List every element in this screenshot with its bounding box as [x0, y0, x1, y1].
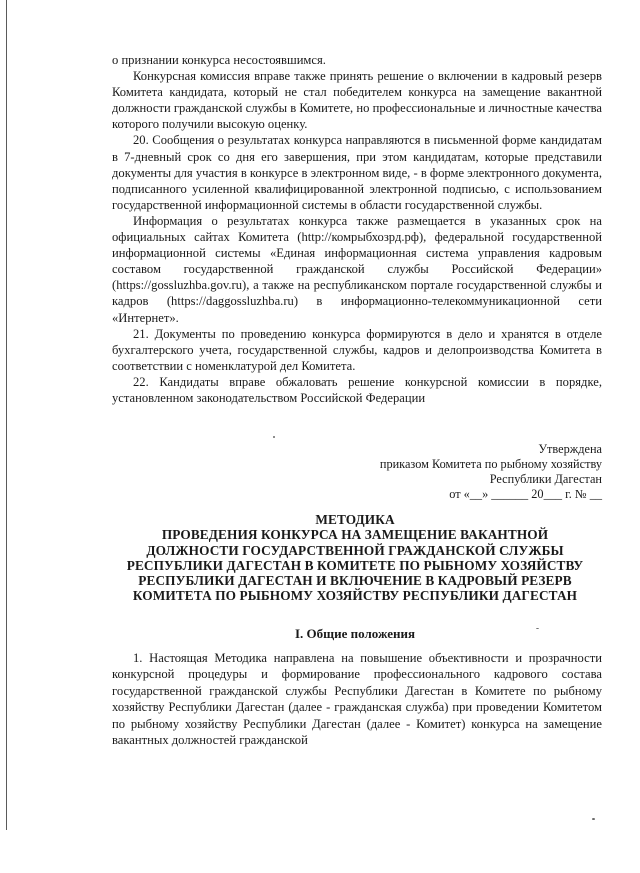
approval-line-date-number: от «__» ______ 20___ г. № __: [449, 487, 602, 501]
paragraph-1: 1. Настоящая Методика направлена на повышение объективности и прозрачности конкурсной процедуры и формирование профессионального кадрового состава государственной гражданской службы Республики Дагестан в Комитете по рыбному хозяйству Республики Дагестан (далее - гражданская служба) при проведении Комитетом по рыбному хозяйству Республики Дагестан (далее - Комитет) конкурса на замещение вакантных должностей гражданской: [112, 651, 602, 748]
paragraph-continuation: о признании конкурса несостоявшимся.: [112, 53, 326, 67]
paragraph-reserve-decision: Конкурсная комиссия вправе также принять решение о включении в кадровый резерв Комитета кандидата, который не стал победителем конкурса на замещение вакантной должности гражданской службы в Комитете, но профессиональные и личностные качества которого получили высокую оценку.: [112, 69, 602, 132]
paragraph-info-publication: Информация о результатах конкурса также размещается в указанных срок на официальных сайтах Комитета (http://комрыбхозрд.рф), федеральной государственной информационной системы «Единая информационная система управления кадровым составом государственной гражданской службы Российской Федерации» (https://gossluzhba.gov.ru), а также на республиканском портале государственной службы и кадров (https://daggossluzhba.ru) в информационно-телекоммуникационной сети «Интернет».: [112, 213, 602, 325]
title-line: ПРОВЕДЕНИЯ КОНКУРСА НА ЗАМЕЩЕНИЕ ВАКАНТНОЙ: [161, 527, 549, 543]
top-text-block: [112, 52, 602, 406]
paragraph-21: 21. Документы по проведению конкурса формируются в дело и хранятся в отделе бухгалтерского учета, государственной службы, кадров и делопроизводства Комитета в соответствии с номенклатурой дел Комитета.: [112, 326, 602, 373]
title-line: РЕСПУБЛИКИ ДАГЕСТАН И ВКЛЮЧЕНИЕ В КАДРОВЫЙ РЕЗЕРВ: [138, 573, 572, 589]
title-line: РЕСПУБЛИКИ ДАГЕСТАН В КОМИТЕТЕ ПО РЫБНОМУ ХОЗЯЙСТВУ: [126, 557, 584, 573]
scan-margin-line: [6, 0, 7, 830]
paragraph-20: 20. Сообщения о результатах конкурса направляются в письменной форме кандидатам в 7-дневный срок со дня его завершения, при этом кандидатам, которые представили документы для участия в конкурсе в электронном виде, - в форме электронного документа, подписанного усиленной квалифицированной электронной подписью, с использованием государственной информационной системы в области государственной службы.: [112, 133, 602, 212]
scan-speck: [592, 818, 595, 820]
document-title: [100, 512, 610, 604]
title-line: КОМИТЕТА ПО РЫБНОМУ ХОЗЯЙСТВУ РЕСПУБЛИКИ ДАГЕСТАН: [132, 588, 578, 604]
bottom-text-block: [112, 650, 602, 748]
approval-stamp-block: [302, 442, 602, 502]
approval-line-approved: Утверждена: [538, 442, 602, 456]
approval-line-order: приказом Комитета по рыбному хозяйству: [379, 457, 602, 471]
scan-speck: [273, 436, 275, 438]
section-heading: I. Общие положения: [295, 626, 415, 641]
title-line: ДОЛЖНОСТИ ГОСУДАРСТВЕННОЙ ГРАЖДАНСКОЙ СЛУЖБЫ: [146, 542, 564, 558]
paragraph-22: 22. Кандидаты вправе обжаловать решение конкурсной комиссии в порядке, установленном законодательством Российской Федерации: [112, 374, 602, 405]
title-line: МЕТОДИКА: [315, 512, 395, 527]
approval-line-republic: Республики Дагестан: [489, 472, 602, 486]
